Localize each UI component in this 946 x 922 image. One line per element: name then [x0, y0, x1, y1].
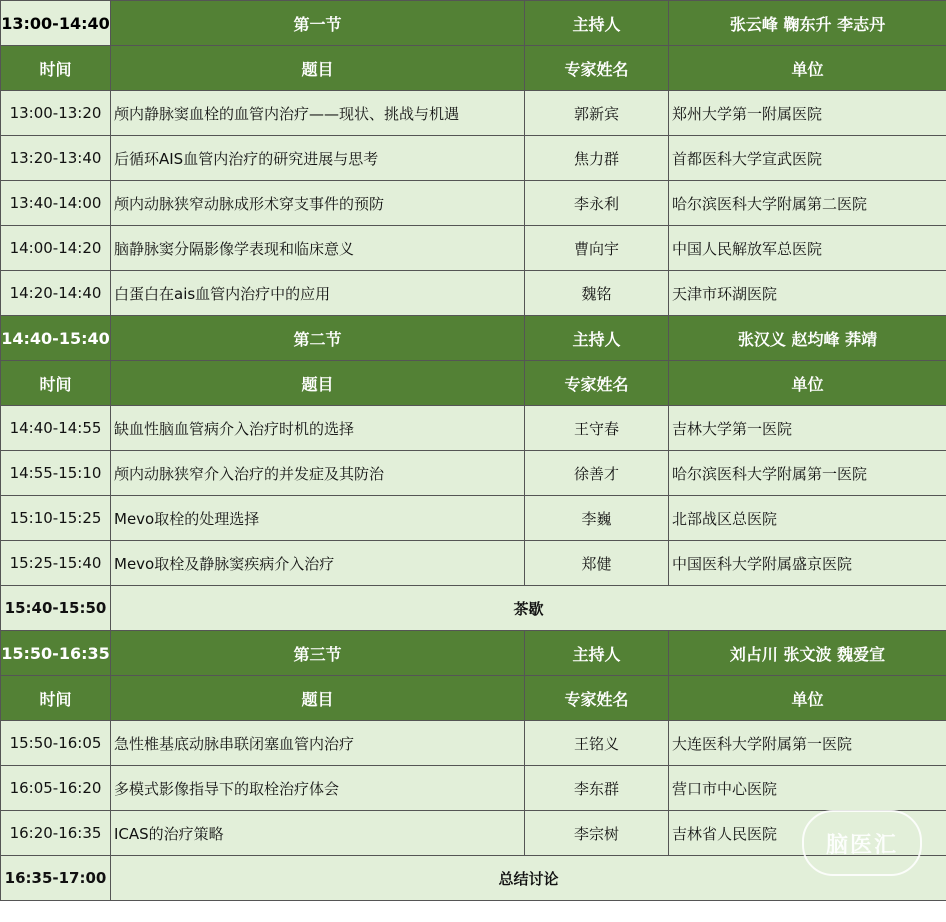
watermark-logo: 脑医汇	[802, 810, 922, 876]
row-unit: 中国医科大学附属盛京医院	[669, 541, 946, 586]
row-expert: 李东群	[525, 766, 669, 811]
break-label: 茶歇	[111, 586, 946, 631]
row-topic: 白蛋白在ais血管内治疗中的应用	[111, 271, 525, 316]
host-label: 主持人	[525, 316, 669, 361]
col-unit: 单位	[669, 676, 946, 721]
row-unit: 中国人民解放军总医院	[669, 226, 946, 271]
table-row	[1, 226, 946, 271]
row-unit: 天津市环湖医院	[669, 271, 946, 316]
row-time: 14:20-14:40	[1, 271, 111, 316]
row-time: 13:20-13:40	[1, 136, 111, 181]
row-unit: 郑州大学第一附属医院	[669, 91, 946, 136]
session-title: 第三节	[111, 631, 525, 676]
row-topic: 后循环AIS血管内治疗的研究进展与思考	[111, 136, 525, 181]
closing-time: 16:35-17:00	[1, 856, 111, 901]
session-hosts: 张云峰 鞠东升 李志丹	[669, 1, 946, 46]
table-row	[1, 271, 946, 316]
row-unit: 吉林大学第一医院	[669, 406, 946, 451]
row-time: 13:00-13:20	[1, 91, 111, 136]
row-topic: 缺血性脑血管病介入治疗时机的选择	[111, 406, 525, 451]
host-label: 主持人	[525, 1, 669, 46]
col-time: 时间	[1, 676, 111, 721]
row-expert: 曹向宇	[525, 226, 669, 271]
table-row	[1, 541, 946, 586]
session-hosts: 刘占川 张文波 魏爱宣	[669, 631, 946, 676]
break-time: 15:40-15:50	[1, 586, 111, 631]
row-time: 16:20-16:35	[1, 811, 111, 856]
row-topic: Mevo取栓及静脉窦疾病介入治疗	[111, 541, 525, 586]
row-unit: 北部战区总医院	[669, 496, 946, 541]
row-expert: 郭新宾	[525, 91, 669, 136]
row-unit: 大连医科大学附属第一医院	[669, 721, 946, 766]
row-expert: 王铭义	[525, 721, 669, 766]
col-unit: 单位	[669, 361, 946, 406]
row-topic: 颅内动脉狭窄介入治疗的并发症及其防治	[111, 451, 525, 496]
row-unit: 吉林省人民医院	[669, 811, 946, 856]
table-row	[1, 136, 946, 181]
row-time: 15:50-16:05	[1, 721, 111, 766]
session-title: 第二节	[111, 316, 525, 361]
session-time: 14:40-15:40	[1, 316, 111, 361]
row-topic: ICAS的治疗策略	[111, 811, 525, 856]
table-row	[1, 91, 946, 136]
row-time: 15:10-15:25	[1, 496, 111, 541]
row-topic: Mevo取栓的处理选择	[111, 496, 525, 541]
row-topic: 急性椎基底动脉串联闭塞血管内治疗	[111, 721, 525, 766]
row-expert: 焦力群	[525, 136, 669, 181]
row-expert: 魏铭	[525, 271, 669, 316]
col-topic: 题目	[111, 676, 525, 721]
session-time: 13:00-14:40	[1, 1, 111, 46]
row-expert: 李永利	[525, 181, 669, 226]
table-row	[1, 451, 946, 496]
col-unit: 单位	[669, 46, 946, 91]
row-time: 15:25-15:40	[1, 541, 111, 586]
session-title: 第一节	[111, 1, 525, 46]
row-unit: 首都医科大学宣武医院	[669, 136, 946, 181]
table-row	[1, 406, 946, 451]
col-time: 时间	[1, 361, 111, 406]
row-time: 14:55-15:10	[1, 451, 111, 496]
row-unit: 哈尔滨医科大学附属第一医院	[669, 451, 946, 496]
column-header-row	[1, 676, 946, 721]
column-header-row	[1, 46, 946, 91]
row-topic: 多模式影像指导下的取栓治疗体会	[111, 766, 525, 811]
session-header	[1, 631, 946, 676]
table-row	[1, 721, 946, 766]
col-expert: 专家姓名	[525, 676, 669, 721]
row-expert: 徐善才	[525, 451, 669, 496]
session-time: 15:50-16:35	[1, 631, 111, 676]
row-topic: 颅内静脉窦血栓的血管内治疗——现状、挑战与机遇	[111, 91, 525, 136]
table-row	[1, 766, 946, 811]
row-unit: 营口市中心医院	[669, 766, 946, 811]
table-row	[1, 496, 946, 541]
col-time: 时间	[1, 46, 111, 91]
col-topic: 题目	[111, 361, 525, 406]
host-label: 主持人	[525, 631, 669, 676]
row-expert: 李宗树	[525, 811, 669, 856]
row-topic: 颅内动脉狭窄动脉成形术穿支事件的预防	[111, 181, 525, 226]
col-topic: 题目	[111, 46, 525, 91]
column-header-row	[1, 361, 946, 406]
row-expert: 李巍	[525, 496, 669, 541]
session-hosts: 张汉义 赵均峰 莽靖	[669, 316, 946, 361]
row-time: 14:00-14:20	[1, 226, 111, 271]
break-row	[1, 586, 946, 631]
closing-label: 总结讨论	[111, 856, 946, 901]
row-time: 14:40-14:55	[1, 406, 111, 451]
row-unit: 哈尔滨医科大学附属第二医院	[669, 181, 946, 226]
row-time: 13:40-14:00	[1, 181, 111, 226]
col-expert: 专家姓名	[525, 46, 669, 91]
col-expert: 专家姓名	[525, 361, 669, 406]
table-row	[1, 181, 946, 226]
row-time: 16:05-16:20	[1, 766, 111, 811]
session-header	[1, 316, 946, 361]
closing-row	[1, 856, 946, 901]
row-topic: 脑静脉窦分隔影像学表现和临床意义	[111, 226, 525, 271]
session-header	[1, 1, 946, 46]
row-expert: 郑健	[525, 541, 669, 586]
row-expert: 王守春	[525, 406, 669, 451]
